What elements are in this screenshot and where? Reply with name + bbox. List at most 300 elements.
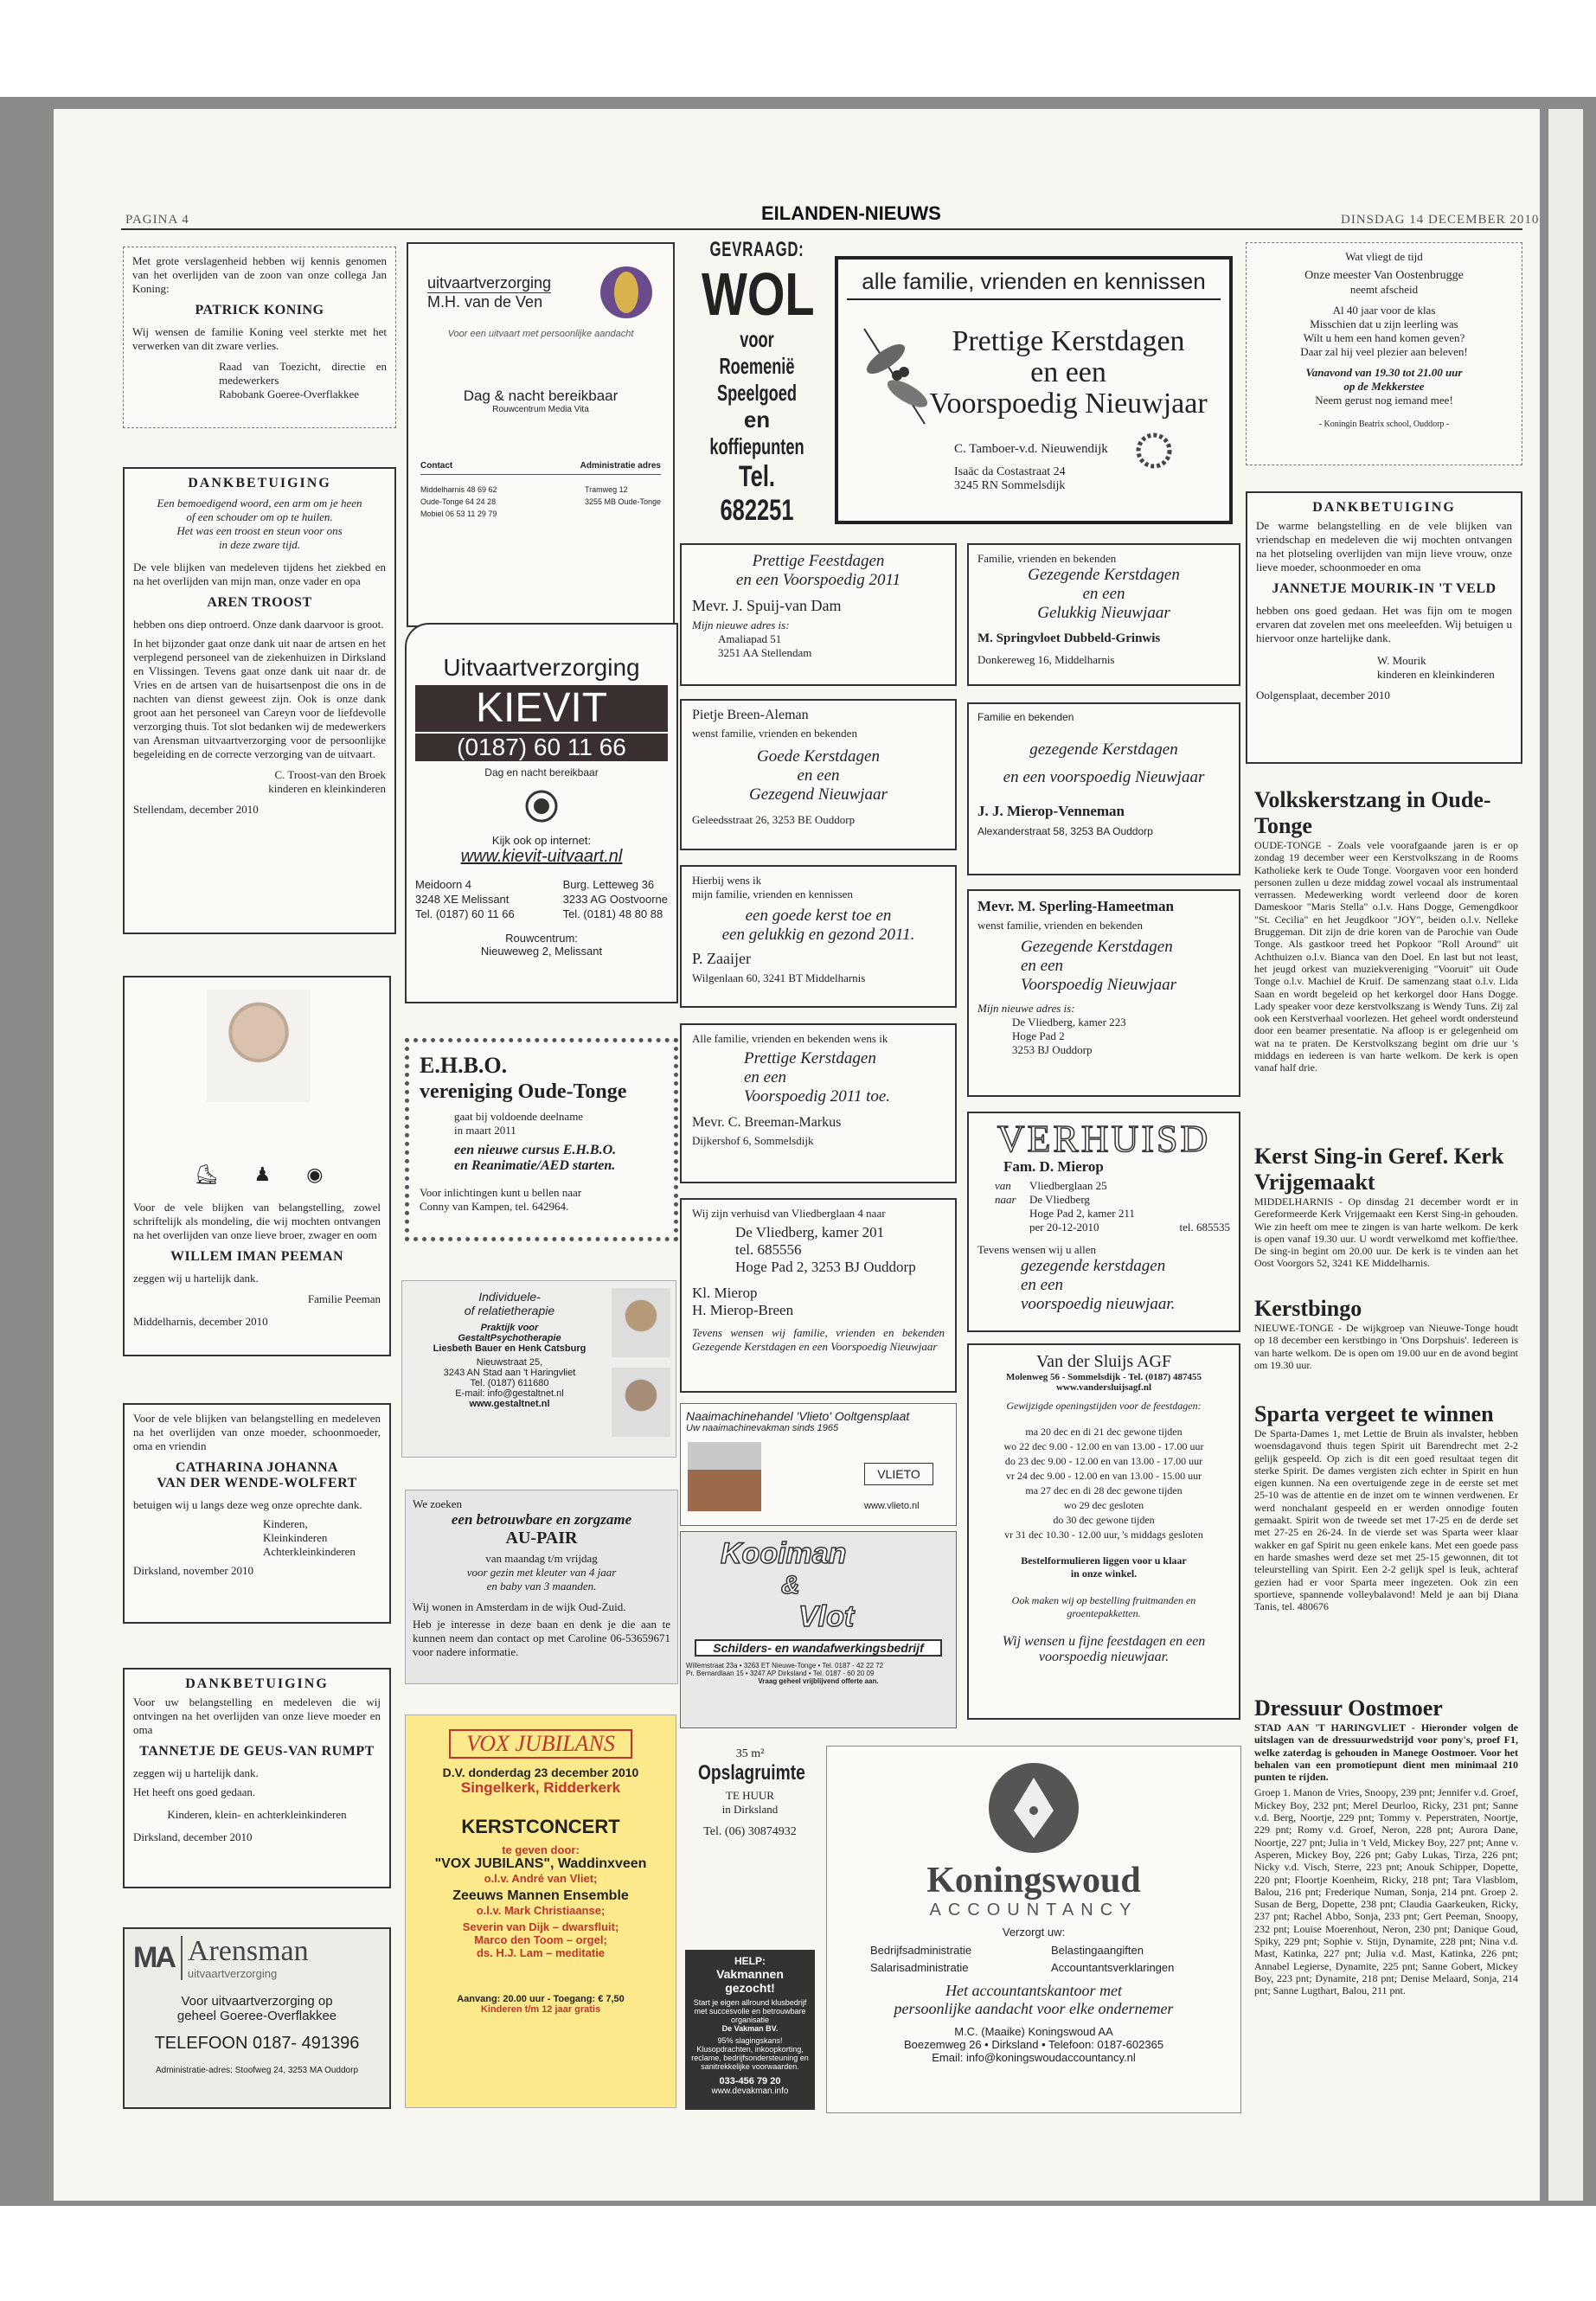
ad-sluijs [967,1343,1240,1720]
gestalt-l4: GestaltPsychotherapie [458,1333,561,1343]
koning-sig2: Rabobank Goeree-Overflakkee [219,388,360,401]
notice-rumpt [123,1668,391,1888]
tamboer-w2: en een [1030,356,1106,388]
vox-l10: Kinderen t/m 12 jaar gratis [480,2004,601,2015]
koningswoud-s4: Accountantsverklaringen [1051,1961,1175,1974]
kievit-tel: (0187) 60 11 66 [415,732,668,761]
wende-text: Voor de vele blijken van belangstelling en medeleven na het overlijden van onze moeder, schoonmoeder, oma en vriendin [133,1412,381,1452]
troost-name: AREN TROOST [207,595,312,610]
arensman-sub: uitvaartverzorging [187,1967,278,1980]
kooiman-l3: Vlot [798,1600,855,1633]
art4-body: De Sparta-Dames 1, met Lettie de Bruin als invalster, hebben woensdagavond thuis tegen Spirit uit Barendrecht met 2-2 gelijk gespeeld. Op zich is dit een goed resultaat tegen dit sterke Spirit. De dames vergisten zich echter in Spirit en hun eigen kunnen. Na een overtuigende zege in de eerste set met 25-10 was de attentie en de inzet om te winnen verdwenen. Er werd nonchalant gespeeld en er werden onnodige fouten gemaakt. Spirit won de tweede set met 17-25 en de derde set met 27-25 en 26-24. In de vierde set was Sparta weer klaar wakker en gaf Spirit nu geen enkele kans. Met een goede pass en harde smashes werd deze set met 25-15 gewonnen, dit tot teleurstelling van Spirit. Een 2-2 gelijk spel is leuk, achteraf gezien had er voor Sparta meer ingezeten. Ook zin een sportieve, spannende volleybalavond! Meld je aan bij Diana Tanis, tel. 480676 [1254,1427,1518,1613]
ad-gestalt [401,1280,676,1458]
masthead: EILANDEN-NIEUWS [761,202,941,224]
ehbo-p2: in maart 2011 [454,1124,516,1137]
koningswoud-s1: Bedrijfsadministratie [870,1944,972,1957]
breeman-name: Mevr. C. Breeman-Markus [692,1115,842,1130]
sluijs-r6: wo 29 dec gesloten [1063,1499,1144,1511]
art3-title: Kerstbingo [1254,1296,1362,1321]
ad-vox [405,1715,676,2108]
verhuisd-w1: gezegende kerstdagen [1021,1257,1166,1275]
tamboer-w3: Voorspoedig Nieuwjaar [929,388,1208,420]
gestalt-l1: Individuele- [478,1290,541,1304]
wende-sig1: Kinderen, [263,1517,308,1530]
breen-addr: Geleedsstraat 26, 3253 BE Ouddorp [692,813,856,826]
verhuisd-t: Tevens wensen wij u allen [977,1243,1096,1256]
sluijs-addr: Molenweg 56 - Sommelsdijk - Tel. (0187) 487455 [1005,1372,1202,1382]
kievit-look: Kijk ook op internet: [491,834,592,847]
breeman-w3: Voorspoedig 2011 toe. [744,1087,891,1106]
gestalt-l10: www.gestaltnet.nl [469,1399,550,1409]
oost-l8: Vanavond van 19.30 tot 21.00 uur [1305,366,1463,379]
greeting-breen [680,699,957,850]
help-l1: HELP: [734,1955,766,1967]
ehbo-p4: Conny van Kampen, tel. 642964. [420,1200,569,1213]
kievit-crest-icon [524,789,559,824]
sperling-name: Mevr. M. Sperling-Hameetman [977,898,1174,914]
greeting-springvloet [967,543,1240,686]
ven-logo-icon [599,265,654,320]
gestalt-l3: Praktijk voor [480,1323,539,1333]
kooiman-l1: Kooiman [721,1537,847,1570]
holly-icon [847,311,942,441]
vlieto-t1: Naaimachinehandel 'Vlieto' Ooltgensplaat [686,1409,910,1423]
ven-t3: Mobiel 06 53 11 29 79 [420,510,497,518]
oost-l7: Daar zal hij veel plezier aan beleven! [1300,345,1468,358]
springvloet-w2: en een [1082,585,1125,603]
peeman-sig: Familie Peeman [307,1292,381,1305]
koningswoud-c2: Boezemweg 26 • Dirksland • Telefoon: 0187-602365 [903,2038,1164,2051]
koningswoud-s3: Salarisadministratie [870,1961,969,1974]
sperling-w3: Voorspoedig Nieuwjaar [1021,976,1176,994]
sperling-n3: Hoge Pad 2 [1012,1029,1065,1042]
vlieto-web[interactable]: www.vlieto.nl [864,1501,920,1511]
header-rule [121,228,1522,230]
wol-l5: en [743,407,771,433]
ehbo-p3: Voor inlichtingen kunt u bellen naar [420,1186,582,1199]
wol-l6: koffiepunten [709,433,804,459]
mourik-sig1: W. Mourik [1377,654,1426,667]
vox-l3: o.l.v. André van Vliet; [484,1872,598,1885]
wende-sig3: Achterkleinkinderen [263,1545,356,1558]
koningswoud-sl2: persoonlijke aandacht voor elke ondernemer [894,2000,1174,2017]
sluijs-r3: do 23 dec 9.00 - 12.00 en van 13.00 - 17.00 uur [1004,1455,1203,1467]
troost-p1: hebben ons diep ontroerd. Onze dank daarvoor is groot. [133,618,384,631]
springvloet-name: M. Springvloet Dubbeld-Grinwis [977,631,1161,645]
oost-l3: neemt afscheid [1349,283,1419,296]
breeman-w1: Prettige Kerstdagen [744,1049,876,1067]
issue-date: DINSDAG 14 DECEMBER 2010 [1341,213,1540,227]
article-singin [1254,1144,1518,1270]
kievit-a3: Tel. (0187) 60 11 66 [415,907,515,920]
ehbo-c1: een nieuwe cursus E.H.B.O. [454,1143,617,1157]
breeman-t: Alle familie, vrienden en bekenden wens ik [692,1032,888,1045]
greeting-tamboer [835,256,1233,524]
portrait-photo [207,990,311,1102]
troost-poem3: Het was een troost en steun voor ons [176,524,343,537]
kievit-a1: Meidoorn 4 [415,878,472,891]
aupair-l6: en baby van 3 maanden. [486,1580,597,1593]
therapist-photo-1 [612,1288,670,1357]
wende-name2: VAN DER WENDE-WOLFERT [157,1476,357,1490]
mierop-a3: Hoge Pad 2, 3253 BJ Ouddorp [735,1259,916,1275]
sluijs-f1: Ook maken wij op bestelling fruitmanden en [1011,1594,1196,1606]
ad-koningswoud [826,1746,1241,2113]
ven-admin: Administratie adres [580,461,661,471]
troost-intro: De vele blijken van medeleven tijdens het ziekbed en na het overlijden van mijn man, onze vader en opa [133,561,386,587]
article-volkskerstzang [1254,787,1518,1074]
ven-a1: Tramweg 12 [584,485,628,494]
ehbo-t2: vereniging Oude-Tonge [420,1080,627,1103]
gestalt-l9: E-mail: info@gestaltnet.nl [455,1388,564,1399]
ehbo-t1: E.H.B.O. [420,1053,508,1078]
mierop2-w1: gezegende Kerstdagen [1029,740,1178,759]
peeman-name: WILLEM IMAN PEEMAN [170,1249,344,1264]
aupair-l2: een betrouwbare en zorgzame [451,1511,632,1528]
zaaijer-w2: een gelukkig en gezond 2011. [721,926,915,944]
mierop-t: Wij zijn verhuisd van Vliedberglaan 4 naar [692,1207,886,1220]
mierop2-t: Familie en bekenden [977,711,1074,723]
ven-day: Dag & nacht bereikbaar [463,388,619,404]
opslag-t: Opslagruimte [698,1761,805,1785]
wol-l2: WOL [702,260,815,328]
tamboer-head: alle familie, vrienden en kennissen [847,268,1221,300]
wende-p: betuigen wij u langs deze weg onze oprechte dank. [133,1498,362,1511]
therapist-photo-2 [612,1368,670,1437]
springvloet-t: Familie, vrienden en bekenden [977,552,1117,565]
mierop-n1: Kl. Mierop [692,1285,758,1301]
arensman-l2: geheel Goeree-Overflakkee [176,2009,337,2023]
wende-sig2: Kleinkinderen [263,1531,328,1544]
vox-l8: ds. H.J. Lam – meditatie [476,1946,606,1959]
rumpt-heading: DANKBETUIGING [185,1676,329,1691]
ven-l2: M.H. van de Ven [427,292,551,311]
ad-vanderven [407,242,675,627]
springvloet-w1: Gezegende Kerstdagen [1028,566,1180,584]
vox-l1: te geven door: [502,1843,580,1856]
koning-name: PATRICK KONING [195,303,324,317]
koningswoud-v: Verzorgt uw: [1002,1926,1066,1939]
troost-p2: In het bijzonder gaat onze dank uit naar de artsen en het verplegend personeel van de ziekenhuizen in Dirksland en Vlissingen. Tevens gaat onze dank uit naar dr. de Vries en de artsen van de huisartsenpost die ons in de nachten van dienst geweest zijn. Ook is onze dank groot aan het personeel van Careyn voor de liefdevolle verzorging thuis. Tot slot bedanken wij de medewerkers van Arensman uitvaartverzorging voor de persoonlijke begeleiding en de correcte verzorging van de uitvaart. [133,637,386,760]
tamboer-name: C. Tamboer-v.d. Nieuwendijk [954,442,1108,456]
kievit-l1: Uitvaartverzorging [443,654,640,681]
koningswoud-acc: ACCOUNTANCY [929,1900,1138,1920]
sperling-n4: 3253 BJ Ouddorp [1012,1043,1093,1056]
verhuisd-naar: naar [995,1193,1016,1206]
ad-aupair [405,1490,678,1684]
koningswoud-s2: Belastingaangiften [1051,1944,1144,1957]
sluijs-name: Van der Sluijs AGF [1035,1352,1172,1371]
peeman-thanks: zeggen wij u hartelijk dank. [133,1272,259,1285]
crest-icon: ◉ [306,1163,324,1185]
vox-l5: o.l.v. Mark Christiaanse; [476,1904,606,1917]
sperling-t: wenst familie, vrienden en bekenden [977,919,1143,932]
zaaijer-addr: Wilgenlaan 60, 3241 BT Middelharnis [692,971,866,984]
kievit-a2: 3248 XE Melissant [415,893,510,906]
mierop2-addr: Alexanderstraat 58, 3253 BA Ouddorp [977,825,1153,837]
gestalt-l6: Nieuwstraat 25, [476,1357,543,1368]
tamboer-a1: Isaäc da Costastraat 24 [954,465,1066,478]
troost-heading: DANKBETUIGING [188,476,331,490]
gestalt-l2: of relatietherapie [464,1304,555,1317]
mourik-place: Oolgensplaat, december 2010 [1256,689,1390,702]
greeting-sperling [967,889,1240,1097]
wreath-icon [1124,429,1184,472]
zaaijer-t1: Hierbij wens ik [692,874,762,887]
wende-place: Dirksland, november 2010 [133,1564,254,1577]
article-kerstbingo [1254,1296,1518,1371]
oost-l4: Al 40 jaar voor de klas [1332,304,1436,317]
koningswoud-sl1: Het accountantskantoor met [945,1982,1122,1999]
hobby-icons [176,1163,341,1186]
help-l6: Klusopdrachten, inkoopkorting, reclame, bedrijfsondersteuning en sanitrekkelijke voorwaarden. [691,2045,809,2071]
troost-sig2: kinderen en kleinkinderen [268,782,386,795]
ad-arensman [123,1927,391,2109]
koningswoud-c3: Email: info@koningswoudaccountancy.nl [932,2051,1136,2064]
mierop-a2: tel. 685556 [735,1241,802,1258]
aupair-l1: We zoeken [413,1497,463,1510]
breen-w3: Gezegend Nieuwjaar [749,785,888,804]
aupair-l4: van maandag t/m vrijdag [485,1552,598,1565]
art2-title: Kerst Sing-in Geref. Kerk Vrijgemaakt [1254,1144,1504,1195]
mierop2-w2: en een voorspoedig Nieuwjaar [1003,768,1205,786]
verhuisd-n1: De Vliedberg [1029,1193,1090,1206]
verhuisd-n3: per 20-12-2010 [1029,1221,1099,1234]
help-l8: www.devakman.info [711,2086,789,2096]
peeman-place: Middelharnis, december 2010 [133,1315,268,1328]
ad-help [685,1950,815,2110]
koningswoud-name: Koningswoud [926,1861,1141,1900]
rumpt-thanks: zeggen wij u hartelijk dank. [133,1766,259,1779]
vox-concert: KERSTCONCERT [461,1816,620,1837]
oost-l10: Neem gerust nog iemand mee! [1315,394,1453,407]
breen-w2: en een [797,766,840,785]
oost-sig: - Koningin Beatrix school, Ouddorp - [1318,420,1450,429]
article-sparta [1254,1401,1518,1612]
arensman-logo-mark: MA [133,1941,174,1974]
springvloet-addr: Donkereweg 16, Middelharnis [977,653,1115,666]
verhuisd-w2: en een [1021,1276,1064,1294]
kooiman-l4: Schilders- en wandafwerkingsbedrijf [695,1639,942,1657]
sluijs-r5: ma 27 dec en di 28 dec gewone tijden [1025,1484,1183,1497]
wol-l4: Speelgoed [716,380,798,406]
springvloet-w3: Gelukkig Nieuwjaar [1037,604,1170,622]
page-number: PAGINA 4 [125,213,189,227]
kievit-b3: Tel. (0181) 48 80 88 [562,907,663,920]
breen-name: Pietje Breen-Aleman [692,708,809,722]
ven-tag: Voor een uitvaart met persoonlijke aandacht [447,329,634,339]
zaaijer-t2: mijn familie, vrienden en kennissen [692,888,853,901]
next-page-edge [1548,109,1583,2201]
koning-sig1: Raad van Toezicht, directie en medewerkers [219,360,387,387]
vlieto-logo: VLIETO [864,1463,933,1485]
wol-l3: voor Roemenië [719,326,795,379]
help-l4: De Vakman BV. [721,2024,779,2033]
sluijs-r8: vr 31 dec 10.30 - 12.00 uur, 's middags gesloten [1004,1529,1203,1541]
vox-l6: Severin van Dijk – dwarsfluit; [462,1920,619,1933]
breen-t: wenst familie, vrienden en bekenden [692,727,857,740]
mierop-n2: H. Mierop-Breen [692,1302,794,1318]
ven-t2: Oude-Tonge 64 24 28 [420,497,497,506]
troost-sig1: C. Troost-van den Broek [274,768,386,781]
kievit-day: Dag en nacht bereikbaar [484,766,599,779]
sluijs-sub: Gewijzigde openingstijden voor de feestdagen: [1006,1400,1202,1412]
spuij-w1: Prettige Feestdagen [752,552,885,570]
house-photo [688,1442,761,1511]
sperling-n2: De Vliedberg, kamer 223 [1012,1016,1126,1029]
koning-wish: Wij wensen de familie Koning veel sterkte met het verwerken van dit zware verlies. [132,325,387,352]
sluijs-r7: do 30 dec gewone tijden [1053,1514,1155,1526]
ven-l1: uitvaartverzorging [427,273,552,292]
art5-title: Dressuur Oostmoer [1254,1695,1443,1721]
arensman-l1: Voor uitvaartverzorging op [181,1994,333,2009]
notice-troost [123,467,396,934]
arensman-tel: TELEFOON 0187- 491396 [154,2034,360,2053]
rumpt-text: Voor uw belangstelling en medeleven die wij ontvingen na het overlijden van onze lieve moeder en oma [133,1695,381,1736]
help-l7: 033-456 79 20 [719,2076,781,2086]
sperling-w1: Gezegende Kerstdagen [1021,938,1173,956]
mierop-w: Tevens wensen wij familie, vrienden en bekenden Gezegende Kerstdagen en een Voorspoedig Nieuwjaar [692,1326,945,1353]
opslag-tel: Tel. (06) 30874932 [703,1825,797,1838]
rumpt-sig: Kinderen, klein- en achterkleinkinderen [167,1808,347,1821]
gestalt-l8: Tel. (0187) 611680 [470,1378,549,1388]
oost-l6: Wilt u hem een hand komen geven? [1303,331,1465,344]
tamboer-w1: Prettige Kerstdagen [952,325,1185,357]
kievit-b1: Burg. Letteweg 36 [562,878,655,891]
rumpt-p: Het heeft ons goed gedaan. [133,1785,256,1798]
sluijs-f2: groentepakketten. [1067,1607,1141,1619]
sluijs-b2: in onze winkel. [1070,1567,1138,1580]
gestalt-l5: Liesbeth Bauer en Henk Catsburg [433,1343,586,1354]
help-l2: Vakmannen gezocht! [716,1967,784,1995]
vox-l4: Zeeuws Mannen Ensemble [452,1888,629,1903]
wol-l1: GEVRAAGD: [709,238,804,261]
aupair-l3: AU-PAIR [505,1529,578,1548]
mourik-sig2: kinderen en kleinkinderen [1377,668,1495,681]
aupair-l5: voor gezin met kleuter van 4 jaar [466,1566,617,1579]
mourik-heading: DANKBETUIGING [1312,500,1456,515]
wende-name1: CATHARINA JOHANNA [175,1460,339,1475]
art3-body: NIEUWE-TONGE - De wijkgroep van Nieuwe-Tonge houdt op 18 december een kerstbingo in 'Ons Dorpshuis'. Iedereen is van harte welkom. De is open om 19.00 uur en de avond begint om 19.30 uur. [1254,1322,1518,1371]
art5-lead: STAD AAN 'T HARINGVLIET - Hieronder volgen de uitslagen van de dressuurwedstrijd voor pony's, proef F1, welke zaterdag is gehouden in Manege Oostmoer. Voor het behalen van een promotiepunt dient men minimaal 210 punten te rijden. [1254,1721,1518,1784]
kievit-url[interactable]: www.kievit-uitvaart.nl [460,847,623,866]
help-l5: 95% slagingskans! [717,2036,783,2045]
ven-contact: Contact [420,461,453,471]
vox-l9: Aanvang: 20.00 uur - Toegang: € 7,50 [457,1994,625,2004]
arensman-addr: Administratie-adres: Stoofweg 24, 3253 MA Ouddorp [155,2066,359,2075]
notice-verhuisd [967,1112,1240,1332]
pawn-icon: ♟ [253,1163,272,1185]
art1-body: OUDE-TONGE - Zoals vele voorafgaande jaren is er op zondag 19 december weer een Kerstvolkszang in de Rooms Katholieke kerk te Oude Tonge. Voorgaven voor een honderd personen zullen u deze middag zowel vocaal als instrumentaal verrassen. Medewerking wordt verleend door de koren Dameskoor "Maris Stella" o.l.v. Hans Dogge, Gemengdkoor "St. Cecilia" en het Jeugdkoor "JOY", beiden o.l.v. Nelleke Bruggeman. Dit zijn de drie koren van de Parochie van Oude Tonge. Als gastkoor treed het Popkoor "Roll Around" uit Achthuizen o.l.v. Bianca van den Doel. En last but not least, het jeugd orkest van muziekvereniging "Vooruit" uit Oude Tonge o.l.v. Machiel de Kruif. De samenzang staat o.l.v. Lida Saan en wordt begeleid op het kerkorgel door Hans Dogge. Lady speaker voor deze kerstvolkszang is Wendy Tuns. Zij zal ook een Kerstverhaal voorlezen. Het geheel wordt ondersteund door een beamer presentatie. Na afloop is er gelegenheid om wat na te praten. De Kerstvolkszang begint om drie uur 's middags en iedereen is van harte welkom. De kerk is open vanaf half drie. [1254,839,1518,1074]
aupair-l7: Wij wonen in Amsterdam in de wijk Oud-Zuid. [413,1600,626,1613]
art2-body: MIDDELHARNIS - Op dinsdag 21 december wordt er in Gereformeerde Kerk Vrijgemaakt een Kerst Sing-in gehouden. Wie zin heeft om mee te zingen is van harte welkom. De kerk is open vanaf 19.30 uur. U wordt verwelkomd met koffie/thee. De sing-in begint om 20.00 uur. De kerk is te vinden aan het Oost Voorgors 52, 3241 KE Middelharnis. [1254,1195,1518,1270]
greeting-spuij [680,543,957,686]
ad-kooiman [680,1531,957,1728]
verhuisd-n2: Hoge Pad 2, kamer 211 [1029,1207,1135,1220]
mourik-text: De warme belangstelling en de vele blijken van vriendschap en medeleven die wij mochten ontvangen na het plotseling overlijden van mijn lieve vrouw, onze lieve moeder, schoonmoeder en oma [1256,519,1512,574]
koning-text: Met grote verslagenheid hebben wij kennis genomen van het overlijden van de zoon van onze collega Jan Koning: [132,254,387,295]
sluijs-r4: vr 24 dec 9.00 - 12.00 en van 13.00 - 15.00 uur [1005,1470,1202,1482]
sluijs-r1: ma 20 dec en di 21 dec gewone tijden [1025,1426,1183,1438]
peeman-text: Voor de vele blijken van belangstelling, zowel schriftelijk als mondeling, die wij mochten ontvangen na het overlijden van onze lieve broer, zwager en oom [133,1201,381,1241]
kooiman-l2: & [781,1571,800,1599]
kievit-b2: 3233 AG Oostvoorne [562,893,668,906]
art4-title: Sparta vergeet te winnen [1254,1401,1494,1426]
verhuisd-van: van [995,1179,1011,1192]
rumpt-place: Dirksland, december 2010 [133,1830,253,1843]
sperling-w2: en een [1021,957,1064,975]
verhuisd-tel: tel. 685535 [1179,1221,1230,1234]
spuij-name: Mevr. J. Spuij-van Dam [692,597,842,614]
help-l3: Start je eigen allround klusbedrijf met succesvolle en betrouwbare organisatie [693,1998,807,2024]
kievit-rc2: Nieuweweg 2, Melissant [480,945,603,958]
troost-poem4: in deze zware tijd. [218,538,301,551]
ad-opslag [685,1747,815,1890]
pen-nib-icon [986,1760,1081,1856]
breeman-addr: Dijkershof 6, Sommelsdijk [692,1134,814,1147]
spuij-n2: Amaliapad 51 [718,632,782,645]
ad-ehbo [405,1038,678,1241]
kievit-l2: KIEVIT [415,685,668,732]
vox-l2: "VOX JUBILANS", Waddinxveen [434,1856,647,1871]
rumpt-name: TANNETJE DE GEUS-VAN RUMPT [139,1744,375,1759]
sperling-n1: Mijn nieuwe adres is: [977,1002,1075,1015]
kooiman-a1: Willemstraat 23a • 3263 ET Nieuwe-Tonge • Tel. 0187 - 42 22 72 [686,1662,884,1670]
ehbo-p1: gaat bij voldoende deelname [454,1110,584,1123]
arensman-name: Arensman [187,1935,309,1967]
opslag-m: 35 m² [735,1747,765,1760]
zaaijer-name: P. Zaaijer [692,950,751,967]
oost-l2: Onze meester Van Oostenbrugge [1304,269,1464,282]
opslag-l1: TE HUUR [726,1789,774,1802]
ven-t1: Middelharnis 48 69 62 [420,485,497,494]
vox-place: Singelkerk, Ridderkerk [460,1779,621,1796]
kooiman-a2: Pr. Bernardlaan 15 • 3247 AP Dirksland • Tel. 0187 - 60 20 09 [686,1670,875,1677]
sluijs-w: Wij wensen u fijne feestdagen en een voorspoedig nieuwjaar. [1002,1634,1206,1664]
spuij-n1: Mijn nieuwe adres is: [692,619,790,631]
vox-logo: VOX JUBILANS [449,1729,632,1759]
verhuisd-w3: voorspoedig nieuwjaar. [1021,1295,1176,1313]
greeting-mierop2 [967,702,1240,875]
article-dressuur [1254,1695,1518,1997]
ven-a2: 3255 MB Oude-Tonge [584,497,661,506]
greeting-zaaijer [680,865,957,1008]
spuij-w2: en een Voorspoedig 2011 [735,571,901,589]
mierop2-name: J. J. Mierop-Venneman [977,803,1125,819]
art1-title: Volkskerstzang in Oude-Tonge [1254,787,1491,838]
ven-rc: Rouwcentrum Media Vita [492,405,589,414]
mourik-name: JANNETJE MOURIK-IN 'T VELD [1272,581,1497,596]
troost-poem1: Een bemoedigend woord, een arm om je heen [157,497,362,510]
vlieto-t2: Uw naaimachinevakman sinds 1965 [686,1423,839,1433]
notice-oostenbrugge [1246,242,1522,465]
mierop-a1: De Vliedberg, kamer 201 [735,1224,885,1240]
sluijs-r2: wo 22 dec 9.00 - 12.00 en van 13.00 - 17.00 uur [1003,1440,1204,1452]
oost-l9: op de Mekkerstee [1343,380,1425,393]
notice-mierop [680,1198,957,1393]
notice-koning [123,247,396,428]
tamboer-a2: 3245 RN Sommelsdijk [954,479,1066,492]
sluijs-web[interactable]: www.vandersluijsagf.nl [1055,1382,1152,1393]
ad-kievit [405,623,678,1003]
mourik-p: hebben ons goed gedaan. Het was fijn om te mogen ervaren dat zovelen met ons meeleefden. Wij betuigen u hiervoor onze hartelijke dank. [1256,604,1512,644]
greeting-breeman [680,1023,957,1183]
verhuisd-title: VERHUISD [997,1118,1211,1160]
oost-l5: Misschien dat u zijn leerling was [1310,317,1458,330]
sluijs-b1: Bestelformulieren liggen voor u klaar [1021,1554,1187,1567]
wol-tel: Tel. 682251 [720,460,794,527]
aupair-l8: Heb je interesse in deze baan en denk je die aan te kunnen neem dan contact op met Caroline 06-53659671 voor nadere informatie. [413,1618,670,1658]
